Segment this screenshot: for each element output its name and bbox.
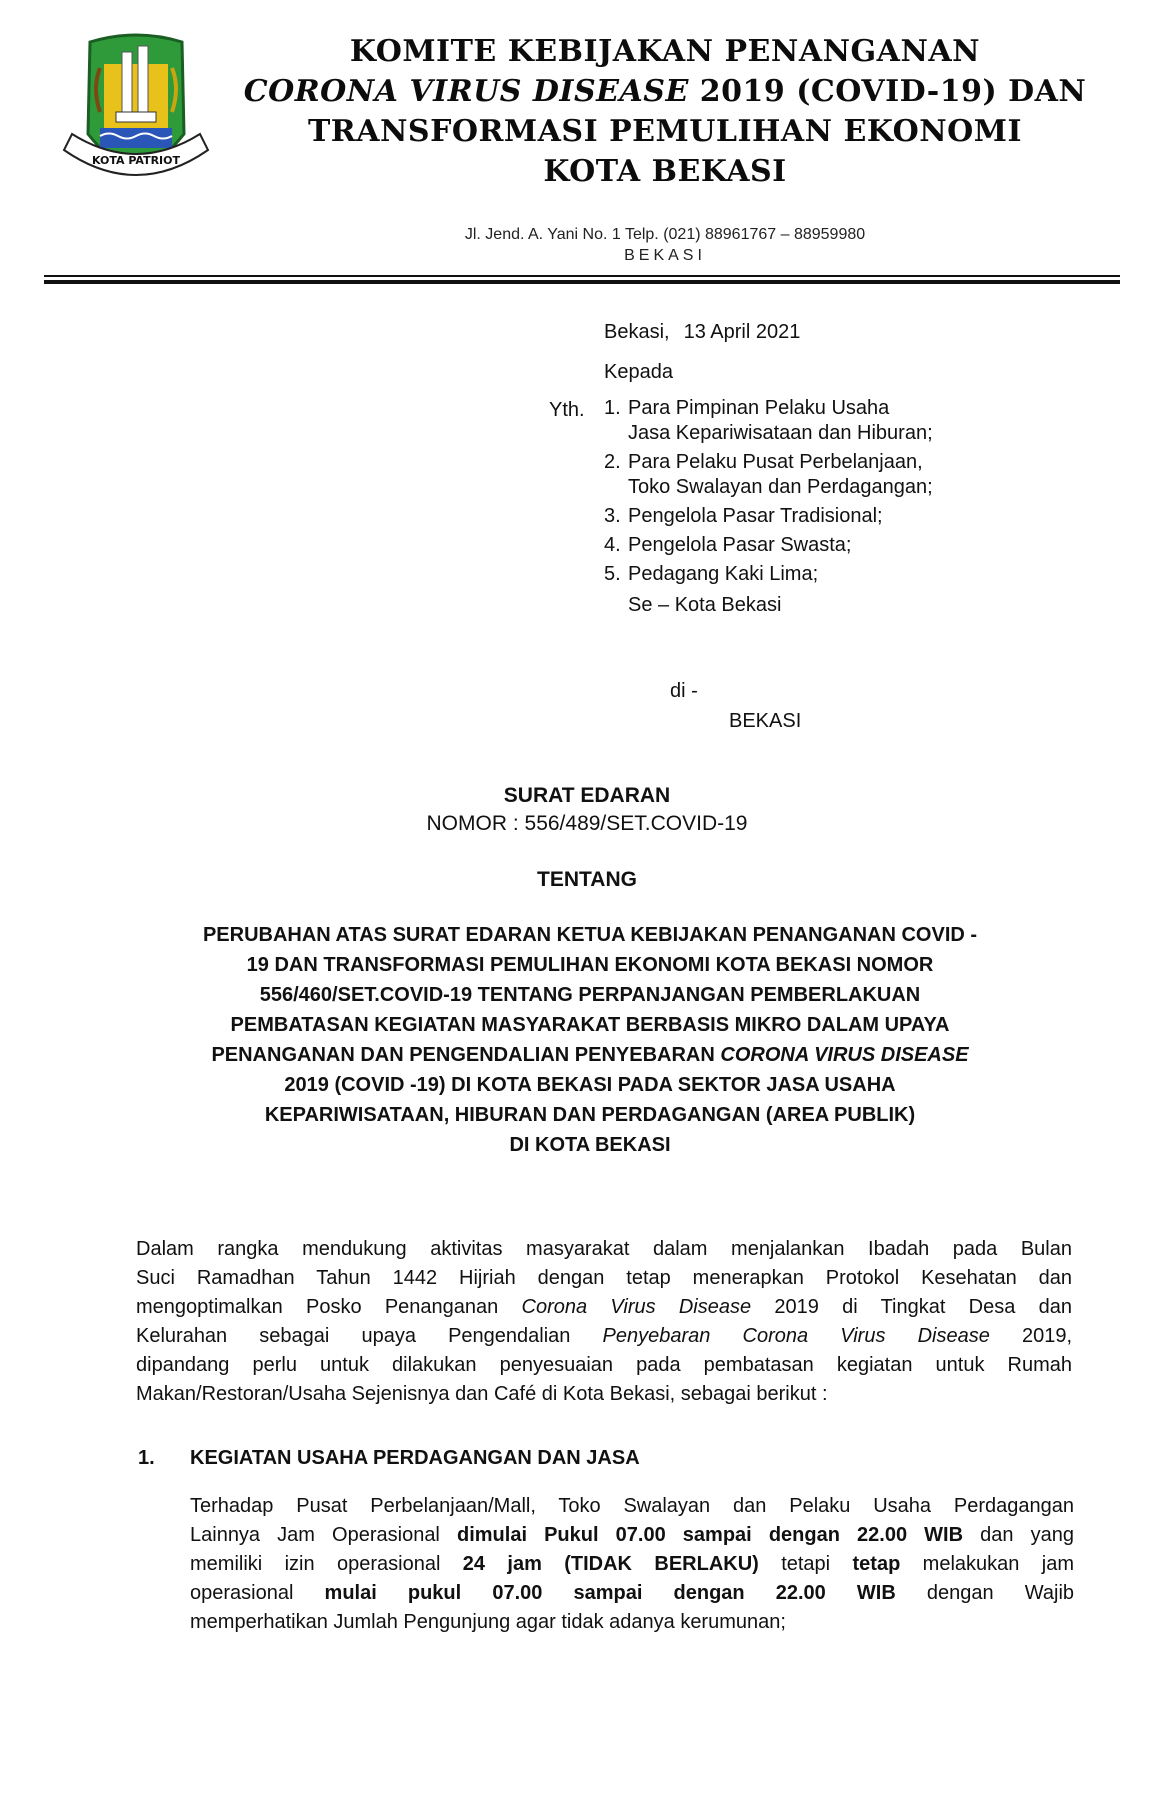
letterhead-line-2-rest: 2019 (COVID-19) DAN (688, 74, 1087, 109)
recipient-line: Pengelola Pasar Tradisional; (628, 505, 883, 527)
intro-line: Dalam rangka mendukung aktivitas masyarakat dalam menjalankan Ibadah pada Bulan (136, 1238, 1072, 1260)
section-line (190, 1579, 1074, 1608)
recipient-line: Pengelola Pasar Swasta; (628, 534, 852, 556)
intro-text: 2019 di Tingkat Desa dan (751, 1296, 1073, 1318)
intro-line: Suci Ramadhan Tahun 1442 Hijriah dengan tetap menerapkan Protokol Kesehatan dan (136, 1267, 1072, 1289)
letterhead-line-2 (215, 72, 1115, 112)
subject-line (130, 1040, 1050, 1070)
letterhead-line-4: KOTA BEKASI (543, 154, 787, 189)
section-text: memiliki izin operasional (190, 1553, 463, 1575)
address-city: BEKASI (624, 247, 706, 264)
intro-italic: Penyebaran Corona Virus Disease (602, 1325, 990, 1347)
section-line: Terhadap Pusat Perbelanjaan/Mall, Toko Swalayan dan Pelaku Usaha Perdagangan (190, 1495, 1074, 1517)
document-subject (130, 920, 1050, 1160)
letterhead-line-1: KOMITE KEBIJAKAN PENANGANAN (349, 34, 981, 69)
subject-line: DI KOTA BEKASI (509, 1134, 671, 1156)
section-bold: dimulai Pukul 07.00 sampai dengan 22.00 WIB (456, 1524, 964, 1546)
letterhead-line-3: TRANSFORMASI PEMULIHAN EKONOMI (307, 114, 1023, 149)
recipient-item (604, 504, 1124, 529)
section-text: tetapi (758, 1553, 853, 1575)
recipient-item (604, 533, 1124, 558)
recipient-number: 4. (604, 534, 621, 556)
recipient-number: 3. (604, 505, 621, 527)
recipient-line: Toko Swalayan dan Perdagangan; (628, 476, 933, 498)
letterhead-title (215, 32, 1115, 192)
document-type-heading: SURAT EDARAN (503, 784, 671, 807)
section-text: Lainnya Jam Operasional (190, 1524, 457, 1546)
section-bold: mulai pukul 07.00 sampai dengan 22.00 WIB (324, 1582, 896, 1604)
subject-line: 19 DAN TRANSFORMASI PEMULIHAN EKONOMI KOTA BEKASI NOMOR (246, 954, 934, 976)
emblem-ribbon-text: KOTA PATRIOT (91, 154, 181, 167)
section-1-body (190, 1492, 1074, 1637)
section-text: dengan Wajib (895, 1582, 1075, 1604)
section-line (190, 1550, 1074, 1579)
intro-line (136, 1322, 1072, 1351)
subject-line: KEPARIWISATAAN, HIBURAN DAN PERDAGANGAN (AREA PUBLIK) (264, 1104, 916, 1126)
intro-line: dipandang perlu untuk dilakukan penyesuaian pada pembatasan kegiatan untuk Rumah (136, 1354, 1072, 1376)
section-bold: 24 jam (TIDAK BERLAKU) (462, 1553, 759, 1575)
nomor-value: 556/489/SET.COVID-19 (524, 812, 748, 835)
recipient-number: 1. (604, 397, 621, 419)
recipient-line: Jasa Kepariwisataan dan Hiburan; (628, 422, 933, 444)
subject-line-5a: PENANGANAN DAN PENGENDALIAN PENYEBARAN (211, 1044, 721, 1066)
recipient-item (604, 450, 1124, 500)
recipient-list (604, 396, 1124, 587)
section-text: dan yang (963, 1524, 1074, 1546)
se-kota-line: Se – Kota Bekasi (628, 594, 782, 616)
destination-city: BEKASI (729, 710, 802, 732)
subject-line: PEMBATASAN KEGIATAN MASYARAKAT BERBASIS MIKRO DALAM UPAYA (230, 1014, 950, 1036)
intro-text: 2019, (989, 1325, 1072, 1347)
yth-label: Yth. (549, 399, 585, 421)
nomor-label: NOMOR : (426, 812, 525, 835)
intro-text: Kelurahan sebagai upaya Pengendalian (136, 1325, 603, 1347)
intro-line: Makan/Restoran/Usaha Sejenisnya dan Café di Kota Bekasi, sebagai berikut : (136, 1383, 828, 1405)
subject-line: PERUBAHAN ATAS SURAT EDARAN KETUA KEBIJAKAN PENANGANAN COVID - (202, 924, 978, 946)
tentang-heading: TENTANG (537, 868, 637, 891)
section-line (190, 1521, 1074, 1550)
recipient-item (604, 562, 1124, 587)
letterhead-divider-thin (44, 275, 1120, 277)
kepada-label: Kepada (604, 361, 673, 383)
date-place: Bekasi, (604, 321, 670, 343)
subject-line: 2019 (COVID -19) DI KOTA BEKASI PADA SEKTOR JASA USAHA (284, 1074, 896, 1096)
kota-bekasi-emblem-icon (60, 24, 212, 192)
date-line (604, 318, 1124, 346)
recipient-number: 2. (604, 451, 621, 473)
recipient-number: 5. (604, 563, 621, 585)
section-1-heading (138, 1447, 640, 1470)
intro-italic: Corona Virus Disease (521, 1296, 752, 1318)
recipient-line: Para Pimpinan Pelaku Usaha (628, 397, 890, 419)
section-title: KEGIATAN USAHA PERDAGANGAN DAN JASA (190, 1447, 640, 1469)
letterhead-address (215, 224, 1115, 266)
recipient-item (604, 396, 1124, 446)
subject-line: 556/460/SET.COVID-19 TENTANG PERPANJANGAN PEMBERLAKUAN (259, 984, 921, 1006)
section-text: operasional (190, 1582, 325, 1604)
subject-italic-term: CORONA VIRUS DISEASE (720, 1044, 969, 1066)
section-line: memperhatikan Jumlah Pengunjung agar tidak adanya kerumunan; (190, 1611, 786, 1633)
document-number (0, 812, 1174, 836)
intro-paragraph (136, 1235, 1072, 1409)
date-value: 13 April 2021 (683, 321, 801, 343)
recipient-block (549, 318, 1124, 619)
section-number: 1. (138, 1447, 155, 1469)
section-text: melakukan jam (900, 1553, 1074, 1575)
recipient-list-wrapper (549, 396, 1124, 619)
letterhead-divider-thick (44, 280, 1120, 284)
recipient-line: Para Pelaku Pusat Perbelanjaan, (628, 451, 923, 473)
recipient-line: Pedagang Kaki Lima; (628, 563, 819, 585)
intro-text: mengoptimalkan Posko Penanganan (136, 1296, 522, 1318)
letterhead-italic-term: CORONA VIRUS DISEASE (243, 74, 689, 109)
section-bold: tetap (852, 1553, 901, 1575)
intro-line (136, 1293, 1072, 1322)
di-label: di - (670, 680, 698, 702)
address-line: Jl. Jend. A. Yani No. 1 Telp. (021) 88961767 – 88959980 (464, 226, 866, 243)
